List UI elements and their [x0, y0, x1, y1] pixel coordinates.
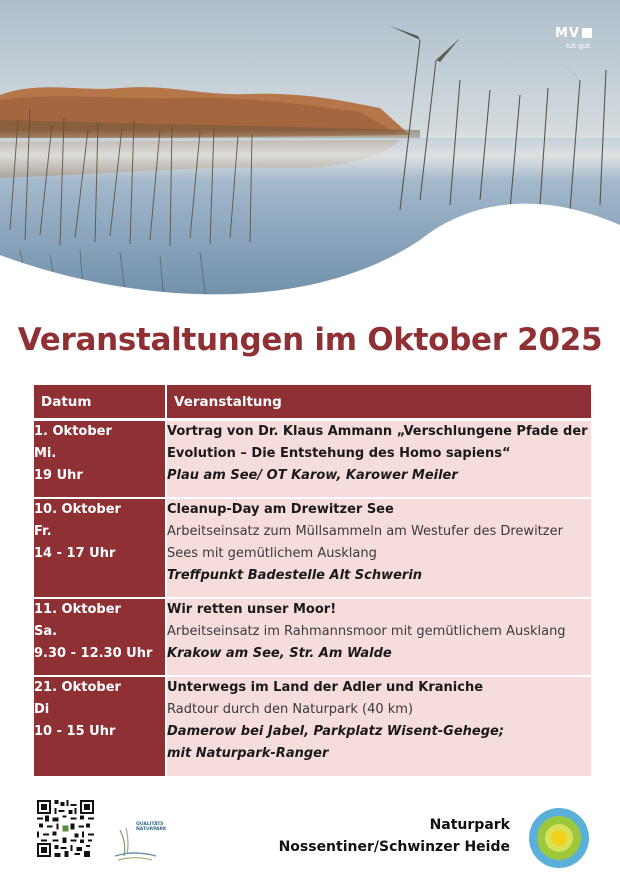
event-time: 9.30 - 12.30 Uhr	[34, 645, 153, 661]
table-row	[34, 420, 591, 498]
hero-lake-image	[0, 0, 620, 310]
park-name-line2: Nossentiner/Schwinzer Heide	[278, 839, 510, 855]
table-header-row	[34, 385, 591, 420]
event-title: Unterwegs im Land der Adler und Kraniche	[167, 679, 484, 695]
qualitaets-naturpark-text	[136, 822, 166, 832]
event-location: Krakow am See, Str. Am Walde	[167, 645, 392, 661]
events-table	[34, 385, 591, 776]
event-title: Cleanup-Day am Drewitzer See	[167, 501, 394, 517]
mv-logo-icon	[582, 28, 592, 38]
event-date-cell	[34, 420, 166, 498]
event-info-cell	[166, 498, 591, 598]
event-info-cell	[166, 598, 591, 676]
qualitaets-naturpark-logo	[112, 822, 174, 866]
event-day: 21. Oktober	[34, 679, 121, 695]
event-info-cell	[166, 676, 591, 776]
qn-line2: NATURPARK	[136, 827, 167, 832]
event-description: Arbeitseinsatz zum Müllsammeln am Westufer des Drewitzer	[167, 523, 563, 539]
header-event: Veranstaltung	[166, 385, 591, 420]
event-title: Wir retten unser Moor!	[167, 601, 337, 617]
event-location: Plau am See/ OT Karow, Karower Meiler	[167, 468, 458, 483]
event-time: 14 - 17 Uhr	[34, 545, 116, 561]
event-weekday: Di	[34, 701, 50, 717]
qr-code-icon[interactable]	[37, 800, 94, 857]
qn-line1: QUALITÄTS	[136, 822, 164, 827]
mv-tagline: tut gut.	[565, 42, 592, 50]
event-location: Damerow bei Jabel, Parkplatz Wisent-Gehege;	[167, 723, 505, 739]
event-title: Vortrag von Dr. Klaus Ammann „Verschlungene Pfade der	[167, 424, 588, 439]
event-weekday: Sa.	[34, 623, 58, 639]
table-row	[34, 676, 591, 776]
event-info-cell	[166, 420, 591, 498]
event-date-cell	[34, 676, 166, 776]
naturpark-name	[279, 814, 510, 858]
event-weekday: Mi.	[34, 446, 57, 461]
event-date-cell	[34, 598, 166, 676]
event-time: 10 - 15 Uhr	[34, 723, 116, 739]
mv-tut-gut-logo	[555, 26, 592, 50]
table-row	[34, 498, 591, 598]
mv-label: MV	[555, 26, 580, 41]
event-day: 1. Oktober	[34, 424, 112, 439]
event-location: mit Naturpark-Ranger	[167, 745, 329, 761]
event-description: Arbeitseinsatz im Rahmannsmoor mit gemütlichem Ausklang	[167, 623, 566, 639]
event-day: 11. Oktober	[34, 601, 121, 617]
event-weekday: Fr.	[34, 523, 52, 539]
naturpark-logo-icon	[528, 807, 590, 869]
page-title: Veranstaltungen im Oktober 2025	[17, 322, 603, 358]
table-row	[34, 598, 591, 676]
event-title: Evolution – Die Entstehung des Homo sapiens“	[167, 446, 511, 461]
event-location: Treffpunkt Badestelle Alt Schwerin	[167, 567, 423, 583]
event-time: 19 Uhr	[34, 468, 83, 483]
header-date: Datum	[34, 385, 166, 420]
event-date-cell	[34, 498, 166, 598]
event-day: 10. Oktober	[34, 501, 121, 517]
event-description: Sees mit gemütlichem Ausklang	[167, 545, 377, 561]
event-description: Radtour durch den Naturpark (40 km)	[167, 701, 414, 717]
park-name-line1: Naturpark	[429, 817, 510, 833]
